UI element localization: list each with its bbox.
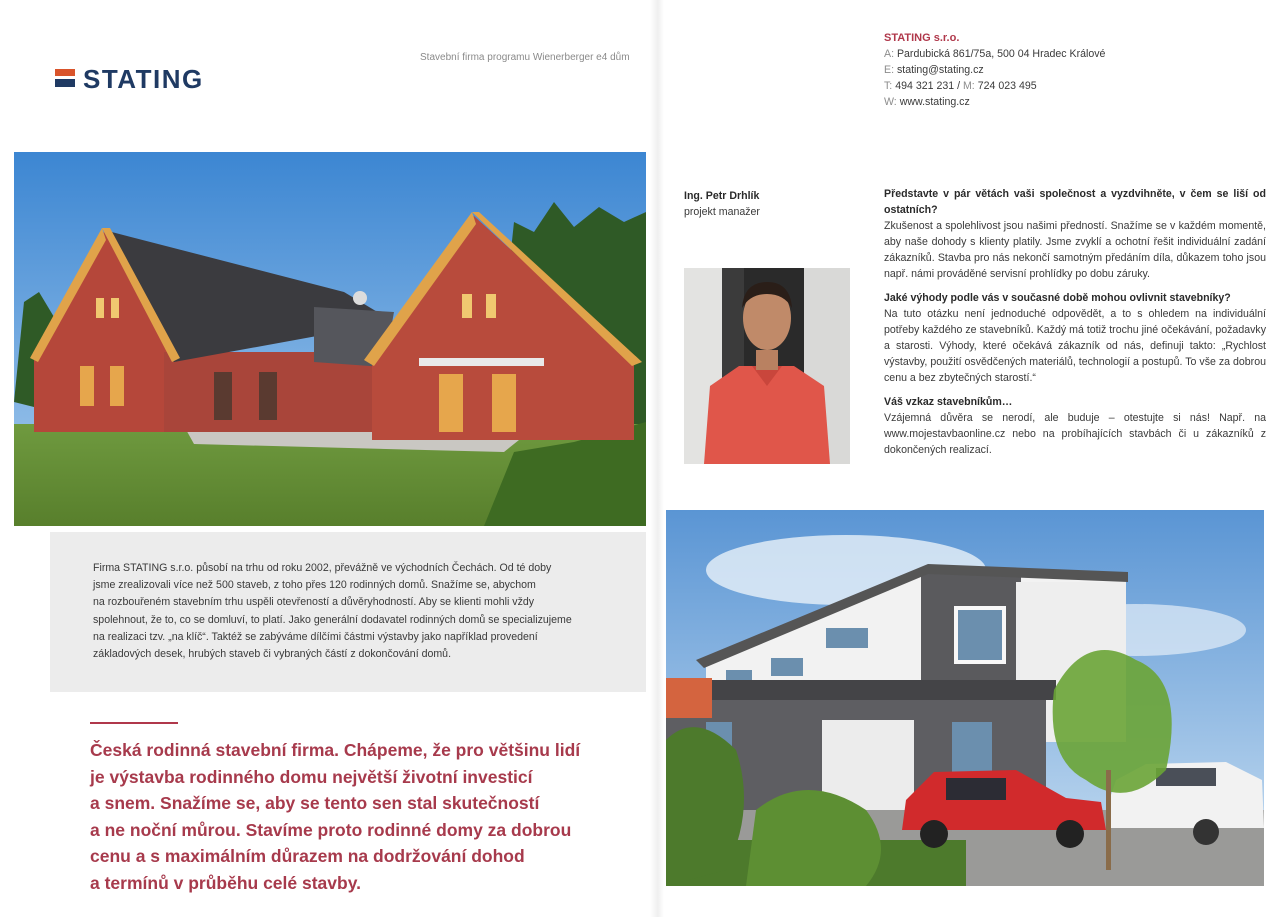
email-label: E: (884, 64, 895, 76)
interview-question: Váš vzkaz stavebníkům… (884, 396, 1013, 408)
phone-separator: / (957, 80, 961, 92)
quote-line: je výstavba rodinného domu největší životní investicí (90, 766, 533, 787)
contact-email-row (884, 62, 1105, 78)
modern-house-photo (666, 510, 1264, 886)
logo-mark-icon (55, 69, 75, 89)
contact-company: STATING s.r.o. (884, 32, 960, 44)
intro-line: na rozbouřeném stavebním trhu uspěli otevřeností a důvěryhodností. Aby se klienti mohli vždy (93, 596, 535, 609)
contact-web-row (884, 94, 1105, 110)
interview-question: Jaké výhody podle vás v současné době mohou ovlivnit stavebníky? (884, 292, 1231, 304)
contact-address: Pardubická 861/75a, 500 04 Hradec Králové (896, 48, 1106, 60)
quote-line: cenu a s maximálním důrazem na dodržování dohod (90, 846, 525, 866)
logo-text: STATING (83, 64, 204, 94)
brick-house-photo (14, 152, 646, 526)
contact-phone: 494 321 231 (895, 80, 955, 92)
person-caption (684, 188, 760, 220)
contact-web-link[interactable]: www.stating.cz (899, 96, 970, 108)
interview-answer: Na tuto otázku není jednoduché odpovědět, a to s ohledem na individuální potřeby každého ze stavebníků. Každý má totiž trochu jiné očekávání, požadavky a starosti. Výhody, které očekává zákazník od nás, definuji takto: „Rychlost výstavby, použití osvědčených materiálů, technologií a postupů. To vše za dobrou cenu a bez zbytečných starostí.“ (884, 308, 1266, 384)
contact-email-link[interactable]: stating@stating.cz (896, 64, 984, 76)
contact-mobile: 724 023 495 (977, 80, 1037, 92)
mobile-label: M: (962, 80, 975, 92)
contact-block (884, 30, 1105, 110)
quote-line: a snem. Snažíme se, aby se tento sen stal skutečností (90, 793, 540, 813)
quote-line: Česká rodinná stavební firma. Chápeme, že pro většinu lidí (90, 740, 581, 760)
intro-line: na realizaci tzv. „na klíč“. Taktéž se zabýváme dílčími částmi výstavby jako například provedení (93, 630, 538, 643)
intro-line: jsme zrealizovali více než 500 staveb, z toho přes 120 rodinných domů. Snažíme se, abychom (93, 579, 536, 592)
quote-line: a termínů v průběhu celé stavby. (90, 872, 362, 893)
address-label: A: (884, 48, 895, 60)
intro-line: základových desek, hrubých staveb či vybraných částí z dokončování domů. (93, 648, 452, 661)
phone-label: T: (884, 80, 893, 92)
intro-line: spolehnout, že to, co se domluví, to platí. Jako generální dodavatel rodinných domů se specializujeme (93, 613, 572, 626)
stating-logo (55, 66, 265, 92)
person-name: Ing. Petr Drhlík (684, 190, 760, 202)
web-label: W: (884, 96, 897, 108)
pull-quote (90, 737, 590, 896)
page-gutter (650, 0, 664, 917)
intro-text (93, 560, 605, 663)
interview-answer: Zkušenost a spolehlivost jsou našimi předností. Snažíme se v každém momentě, aby naše dohody s klienty platily. Jsme zvyklí a ochotní řešit individuální zadání zákazníků. Stavba pro nás nekončí samotným předáním díla, důkazem toho jsou např. námi prováděné servisní prohlídky po dobu záruky. (884, 220, 1266, 280)
person-role: projekt manažer (684, 206, 760, 218)
interview-answer: Vzájemná důvěra se nerodí, ale buduje – otestujte si nás! Např. na www.mojestavbaonline.cz nebo na probíhajících stavbách či u zákazníků z dokončených realizací. (884, 412, 1266, 456)
intro-box (50, 532, 646, 692)
interview-question: Představte v pár větách vaši společnost a vyzdvihněte, v čem se liší od ostatních? (884, 188, 1266, 216)
interview (884, 186, 1266, 466)
quote-line: a ne noční můrou. Stavíme proto rodinné domy za dobrou (90, 819, 572, 840)
contact-address-row (884, 46, 1105, 62)
contact-phone-row (884, 78, 1105, 94)
intro-line: Firma STATING s.r.o. působí na trhu od roku 2002, převážně ve východních Čechách. Od té doby (93, 562, 552, 574)
tagline: Stavební firma programu Wienerberger e4 dům (420, 52, 630, 63)
quote-rule (90, 722, 178, 724)
portrait-photo (684, 268, 850, 464)
